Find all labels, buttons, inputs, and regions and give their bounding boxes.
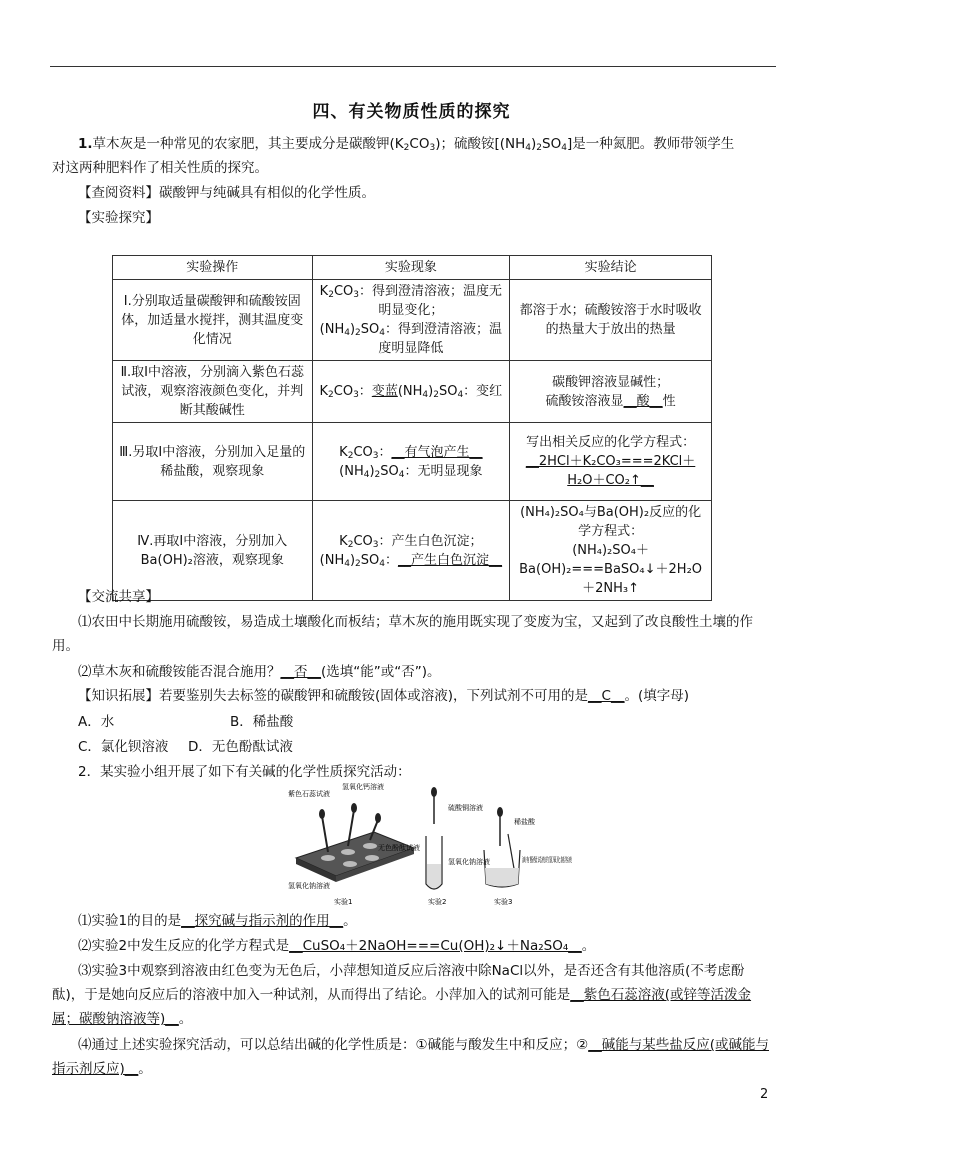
q1-intro-line2: 对这两种肥料作了相关性质的探究。	[52, 160, 268, 176]
q2-sub4: ⑷通过上述实验探究活动，可以总结出碱的化学性质是：①碱能与酸发生中和反应；②__碱能与某些盐反应(或碱能与指示剂反应)__。	[52, 1037, 769, 1077]
header-phenomenon: 实验现象	[312, 256, 510, 280]
row4-op: Ⅳ.再取Ⅰ中溶液，分别加入Ba(OH)₂溶液，观察现象	[113, 501, 313, 601]
table-row	[113, 280, 712, 361]
label-naoh-1: 氢氧化钠溶液	[288, 882, 330, 890]
exp-label: 【实验探究】	[78, 210, 159, 226]
row4-phenomenon: $K_2CO_3$：产生白色沉淀； $(NH_4)_2SO_4$：__产生白色沉淀__	[312, 501, 510, 601]
row2-phenomenon: $K_2CO_3$：变蓝$(NH_4)_2SO_4$：变红	[312, 361, 510, 423]
table-row	[113, 361, 712, 423]
section-title: 四、有关物质性质的探究	[312, 102, 511, 122]
row1-phenomenon: $K_2CO_3$：得到澄清溶液；温度无明显变化； $(NH_4)_2SO_4$：得到澄清溶液；温度明显降低	[312, 280, 510, 361]
share-label: 【交流共享】	[78, 589, 159, 605]
table-header-row	[113, 256, 712, 280]
row1-conclusion: 都溶于水；硫酸铵溶于水时吸收的热量大于放出的热量	[510, 280, 712, 361]
option-d: D．无色酚酞试液	[188, 739, 293, 755]
q2-intro: 2．某实验小组开展了如下有关碱的化学性质探究活动：	[78, 764, 411, 780]
row1-op: Ⅰ.分别取适量碳酸钾和硫酸铵固体，加适量水搅拌，测其温度变化情况	[113, 280, 313, 361]
spot-plate	[296, 803, 414, 882]
test-tube	[426, 787, 442, 889]
row3-op: Ⅲ.另取Ⅰ中溶液，分别加入足量的稀盐酸，观察现象	[113, 423, 313, 501]
row3-phenomenon: $K_2CO_3$：__有气泡产生__ $(NH_4)_2SO_4$：无明显现象	[312, 423, 510, 501]
ref-info: 【查阅资料】碳酸钾与纯碱具有相似的化学性质。	[78, 185, 375, 201]
header-conclusion: 实验结论	[510, 256, 712, 280]
share-1: ⑴农田中长期施用硫酸铵，易造成土壤酸化而板结；草木灰的施用既实现了变废为宝，又起到了改良酸性土壤的作用。	[52, 614, 753, 654]
label-caoh: 氢氧化钙溶液	[342, 783, 384, 791]
share-2: ⑵草木灰和硫酸铵能否混合施用？__否__(选填“能”或“否”)。	[78, 664, 441, 680]
page-number: 2	[760, 1087, 769, 1102]
q2-sub3: ⑶实验3中观察到溶液由红色变为无色后，小萍想知道反应后溶液中除NaCl以外，是否还含有其他溶质(不考虑酚酞)，于是她向反应后的溶液中加入一种试剂，从而得出了结论。小萍加入的试剂可能是__紫色石蕊溶液(或锌等活泼金属；碳酸钠溶液等)__。	[52, 963, 752, 1027]
option-c: C．氯化钡溶液	[78, 739, 169, 755]
experiment-figure	[282, 780, 613, 908]
table-row	[113, 423, 712, 501]
row2-op: Ⅱ.取Ⅰ中溶液，分别滴入紫色石蕊试液，观察溶液颜色变化，并判断其酸碱性	[113, 361, 313, 423]
row4-conclusion: (NH₄)₂SO₄与Ba(OH)₂反应的化学方程式： (NH₄)₂SO₄＋Ba(OH)₂===BaSO₄↓＋2H₂O＋2NH₃↑	[510, 501, 712, 601]
q2-sub1: ⑴实验1的目的是__探究碱与指示剂的作用__。	[78, 913, 357, 929]
option-b: B．稀盐酸	[230, 714, 294, 730]
label-litmus: 紫色石蕊试液	[288, 790, 330, 798]
row3-conclusion: 写出相关反应的化学方程式： __2HCl＋K₂CO₃===2KCl＋H₂O＋CO₂↑__	[510, 423, 712, 501]
label-phenol: 无色酚酞试液	[378, 844, 420, 852]
label-exp2: 实验2	[428, 898, 447, 906]
label-cuso4: 硫酸铜溶液	[448, 804, 483, 812]
label-exp1: 实验1	[334, 898, 353, 906]
option-a: A．水	[78, 714, 115, 730]
row2-conclusion: 碳酸钾溶液显碱性； 硫酸铵溶液显__酸__性	[510, 361, 712, 423]
q2-sub2: ⑵实验2中发生反应的化学方程式是__CuSO₄＋2NaOH===Cu(OH)₂↓＋Na₂SO₄__。	[78, 938, 596, 954]
knowledge-extension: 【知识拓展】若要鉴别失去标签的碳酸钾和硫酸铵(固体或溶液)，下列试剂不可用的是__C__。(填字母)	[78, 688, 690, 704]
label-hcl: 稀盐酸	[514, 818, 535, 826]
label-naoh-2: 氢氧化钠溶液	[448, 858, 490, 866]
experiment-table	[112, 255, 712, 601]
label-naoh-3: 滴有酚酞试液的氢氧化钠溶液	[522, 856, 613, 864]
header-rule	[50, 66, 776, 67]
label-exp3: 实验3	[494, 898, 513, 906]
q1-intro: 1.草木灰是一种常见的农家肥，其主要成分是碳酸钾$(K_2CO_3)$；硫酸铵$[(NH_4)_2SO_4]$是一种氮肥。教师带领学生	[78, 136, 735, 153]
header-op: 实验操作	[113, 256, 313, 280]
